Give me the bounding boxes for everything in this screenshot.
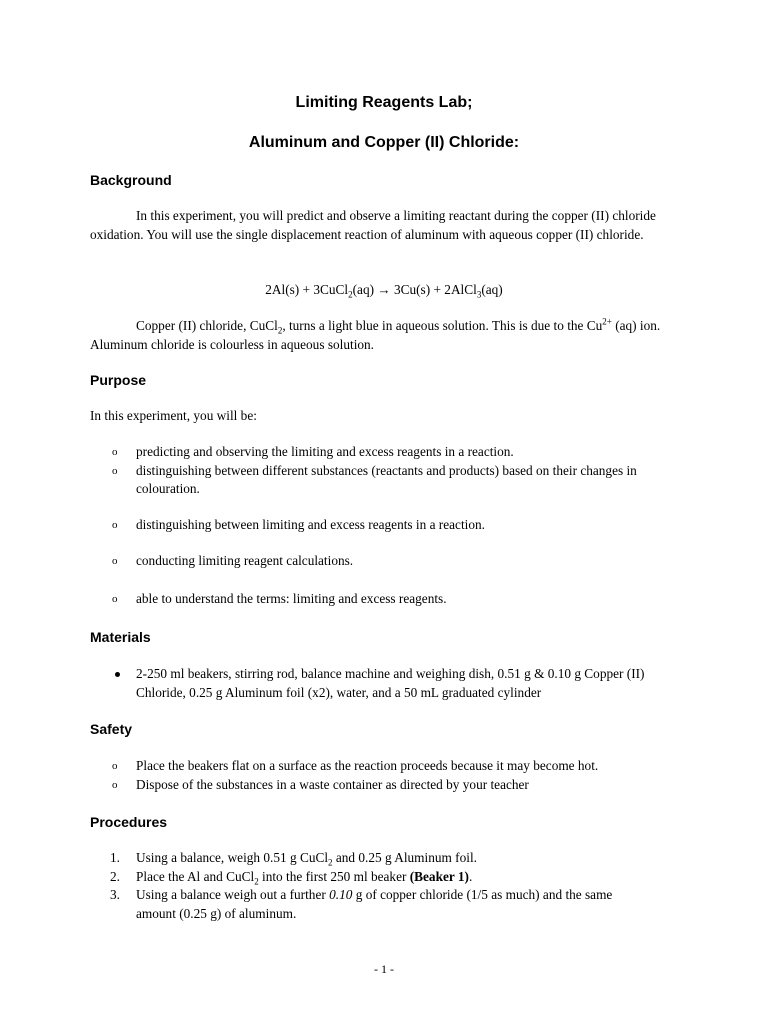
purpose-list <box>90 443 690 608</box>
bullet-marker: o <box>112 446 118 458</box>
procedures-heading: Procedures <box>90 814 168 830</box>
bullet-marker: o <box>112 555 118 567</box>
step-text: Using a balance, weigh 0.51 g CuCl <box>136 850 329 865</box>
step-number: 1. <box>110 850 120 865</box>
list-item-text: conducting limiting reagent calculations. <box>136 553 354 568</box>
bullet-dot-icon <box>115 672 120 677</box>
step-text: g of copper chloride (1/5 as much) and the same amount (0.25 g) of aluminum. <box>136 887 613 921</box>
list-item <box>90 516 690 535</box>
list-item <box>90 776 690 795</box>
step-sub: 2 <box>328 857 333 868</box>
eq-part-b: (aq) → 3Cu(s) + 2AlCl <box>352 282 477 297</box>
step-text: and 0.25 g Aluminum foil. <box>332 850 477 865</box>
list-item-text: able to understand the terms: limiting and excess reagents. <box>136 590 447 606</box>
step-text: Using a balance weigh out a further <box>136 887 330 902</box>
list-item <box>90 757 690 776</box>
step-bold: (Beaker 1) <box>409 868 469 884</box>
procedure-step <box>90 886 690 923</box>
title-line-2: Aluminum and Copper (II) Chloride: <box>248 134 520 151</box>
bullet-marker: o <box>112 464 118 477</box>
list-item <box>90 552 690 571</box>
step-number: 3. <box>110 887 120 902</box>
reaction-equation <box>0 281 768 300</box>
step-italic: 0.10 <box>329 887 353 902</box>
list-item-text: Place the beakers flat on a surface as the reaction proceeds because it may become hot. <box>136 758 599 773</box>
bullet-marker: o <box>112 518 118 531</box>
list-item <box>90 443 690 462</box>
page-number: - 1 - <box>374 962 394 976</box>
list-item-text: Dispose of the substances in a waste container as directed by your teacher <box>136 776 529 792</box>
step-text: . <box>468 868 473 884</box>
step-text: Place the Al and CuCl <box>136 868 255 884</box>
list-item-text: 2-250 ml beakers, stirring rod, balance machine and weighing dish, 0.51 g & 0.10 g Copper (II) Chloride, 0.25 g Aluminum foil (x2), water, and a 50 mL graduated cylinder <box>136 666 645 700</box>
title-line-1: Limiting Reagents Lab; <box>295 94 473 111</box>
p2-part-c: (aq) ion. Aluminum chloride is colourless in aqueous solution. <box>90 318 661 352</box>
p2-part-b: , turns a light blue in aqueous solution. This is due to the Cu <box>282 318 603 333</box>
background-heading: Background <box>90 172 172 188</box>
background-paragraph-2 <box>90 317 680 354</box>
purpose-heading: Purpose <box>90 372 147 388</box>
step-sub: 2 <box>254 876 259 887</box>
list-item <box>90 665 690 702</box>
safety-list <box>90 757 690 794</box>
list-item <box>90 590 690 609</box>
procedure-step <box>90 868 690 887</box>
procedure-step <box>90 849 690 868</box>
step-number: 2. <box>110 868 120 884</box>
safety-heading: Safety <box>90 721 133 737</box>
bullet-marker: o <box>112 760 118 772</box>
list-item-text: predicting and observing the limiting and excess reagents in a reaction. <box>136 444 514 459</box>
list-item-text: distinguishing between limiting and excess reagents in a reaction. <box>136 516 485 532</box>
eq-part-a: 2Al(s) + 3CuCl <box>265 282 349 297</box>
step-text: into the first 250 ml beaker <box>258 868 410 884</box>
purpose-intro: In this experiment, you will be: <box>90 408 257 423</box>
eq-part-c: (aq) <box>481 282 503 297</box>
eq-sub-b: 3 <box>476 289 482 300</box>
list-item-text: distinguishing between different substances (reactants and products) based on their changes in colouration. <box>136 462 637 496</box>
eq-sub-a: 2 <box>348 289 353 300</box>
p2-part-a: Copper (II) chloride, CuCl <box>136 318 278 333</box>
background-paragraph-1: In this experiment, you will predict and observe a limiting reactant during the copper (II) chloride oxidation. You will use the single displacement reaction of aluminum with aqueous copper (II) chloride. <box>90 208 656 242</box>
bullet-marker: o <box>112 778 118 791</box>
p2-sub: 2 <box>277 325 283 336</box>
materials-heading: Materials <box>90 629 151 645</box>
materials-list <box>90 665 690 702</box>
procedures-list <box>90 849 690 923</box>
bullet-marker: o <box>112 592 118 605</box>
p2-sup: 2+ <box>602 316 612 327</box>
list-item <box>90 462 690 499</box>
